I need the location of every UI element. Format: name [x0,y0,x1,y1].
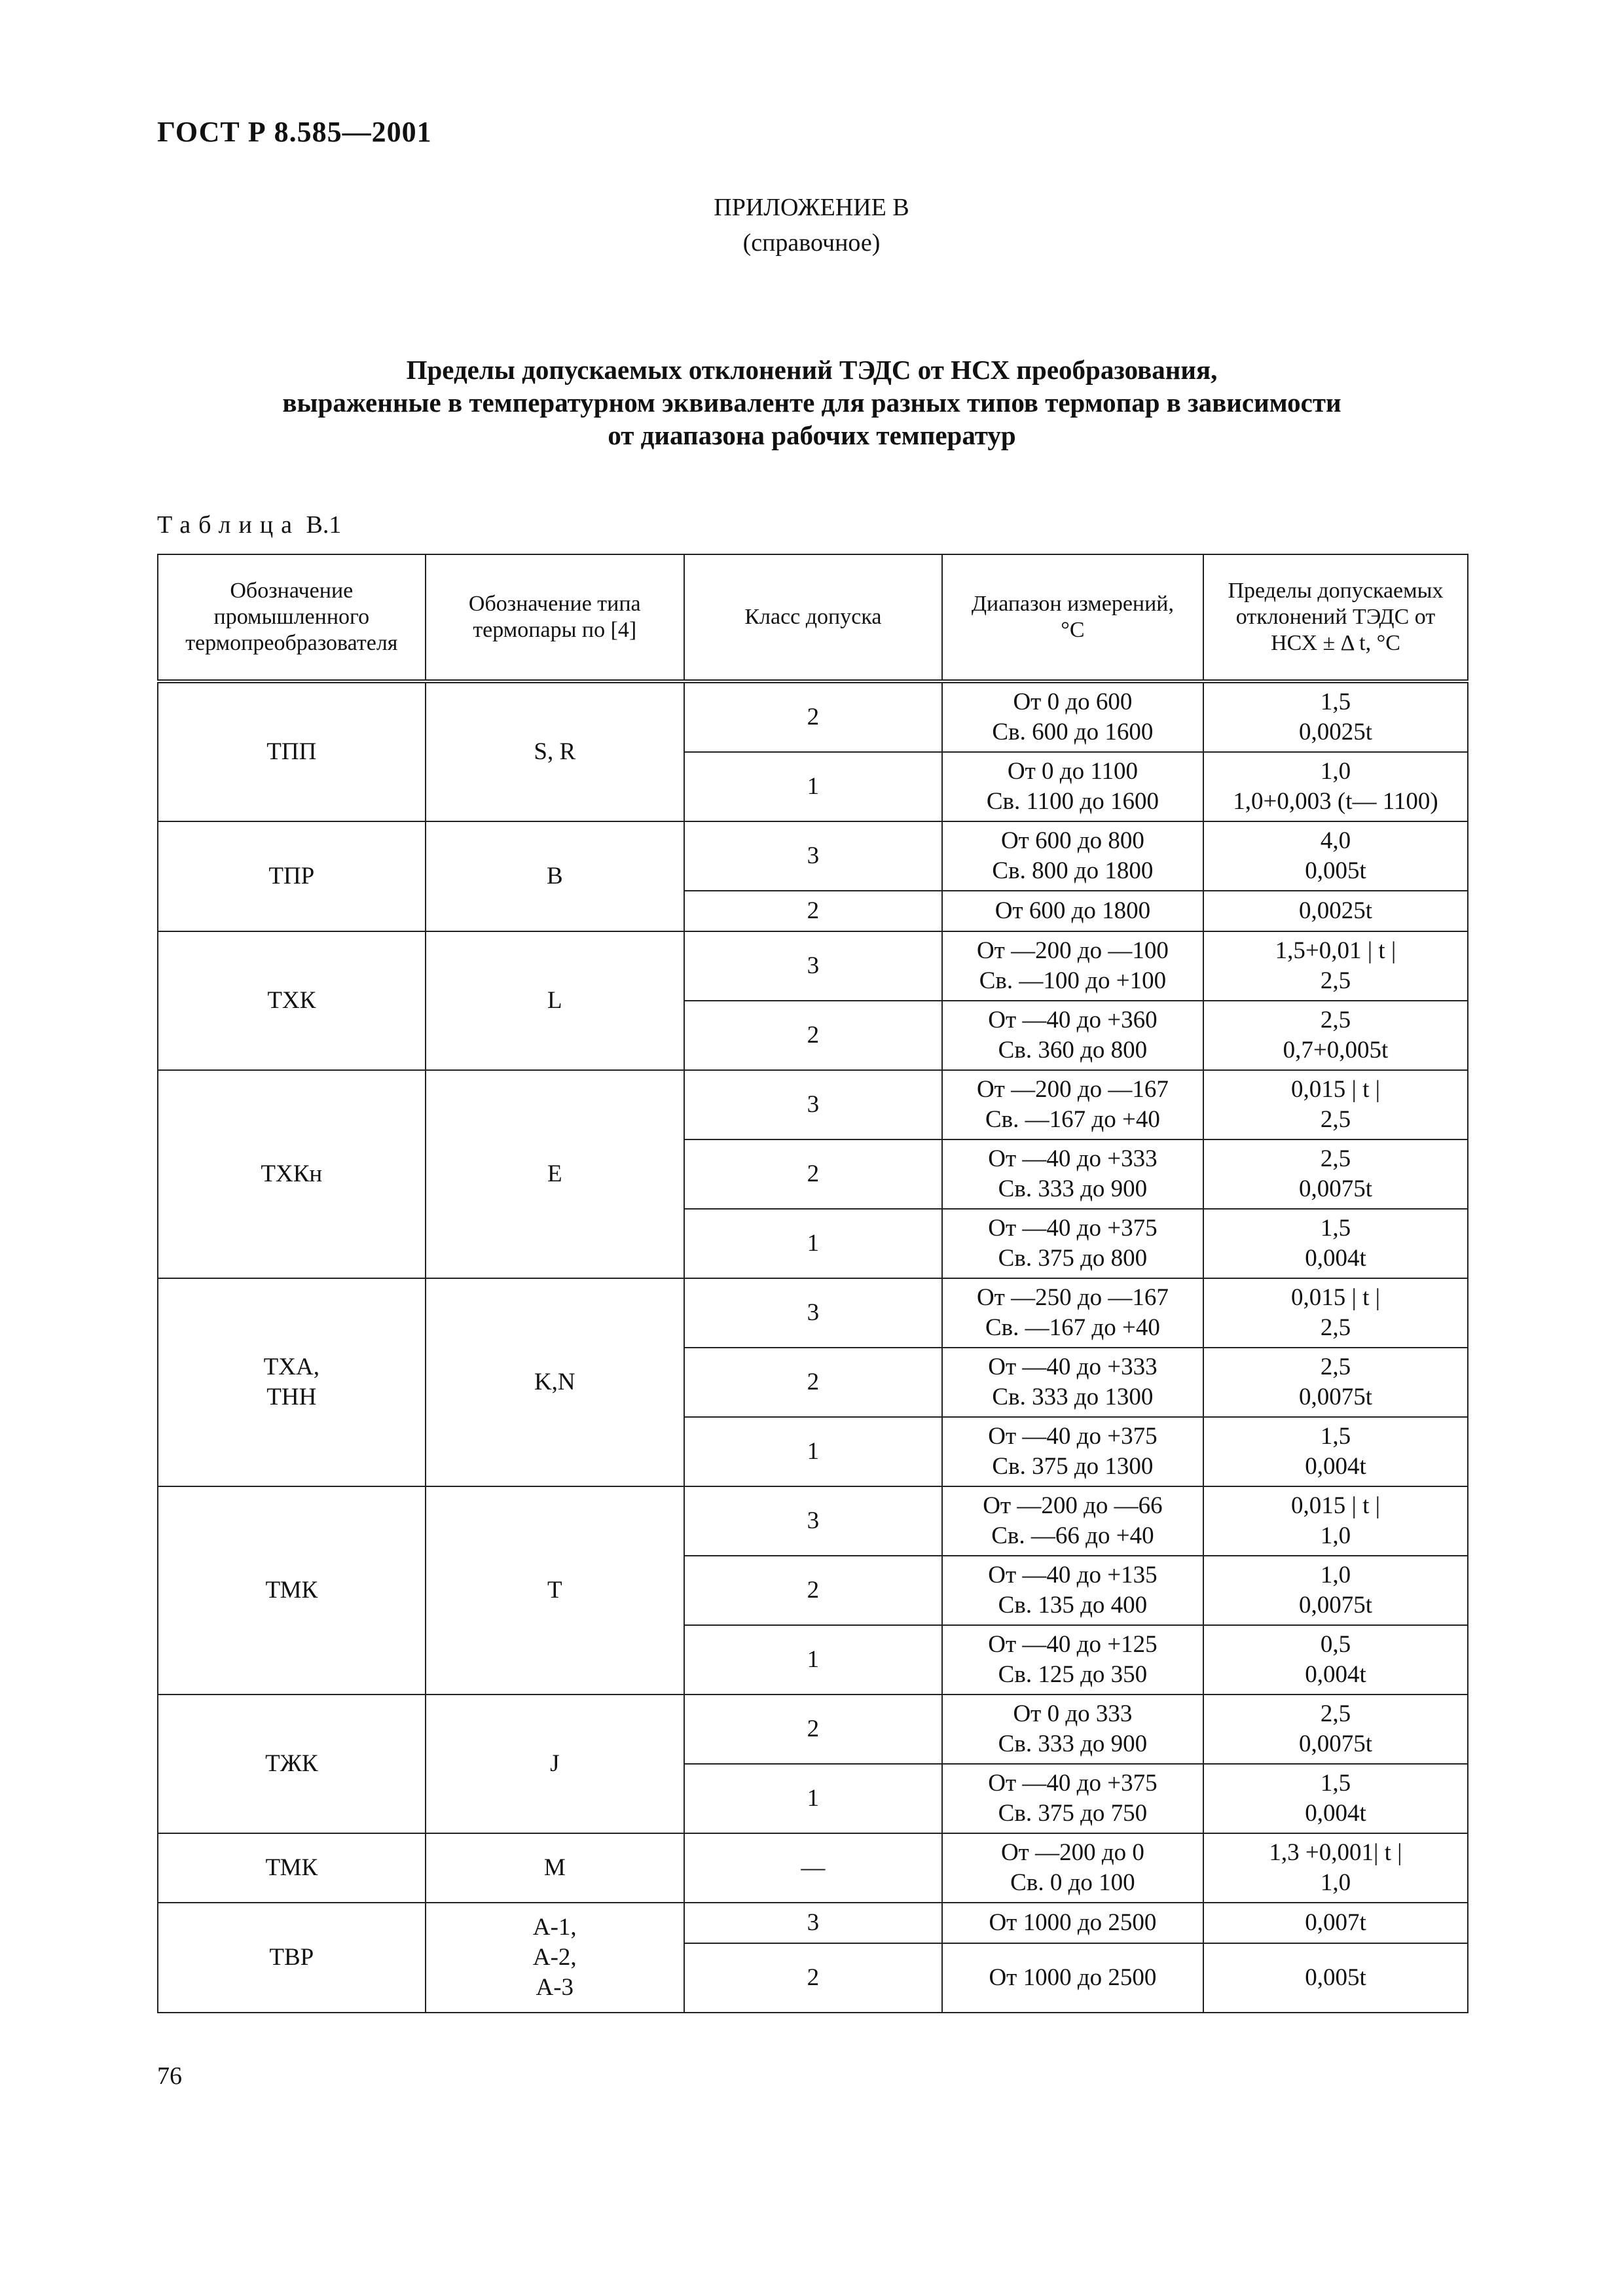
class-cell: 1 [684,1764,942,1833]
limit-cell-line: 1,3 +0,001| t | [1269,1839,1402,1866]
table-caption-number: В.1 [306,511,342,539]
range-cell-line: Св. 375 до 1300 [992,1453,1154,1480]
class-cell: — [684,1833,942,1903]
range-cell [942,1625,1203,1695]
type-cell [426,931,684,1070]
header-line: НСХ ± Δ t, °С [1271,631,1400,655]
limit-cell [1203,931,1468,1001]
header-thermocouple-type [426,554,684,681]
header-line: термопары по [4] [473,618,637,642]
type-cell-line: A-2, [532,1944,577,1971]
limit-cell-line: 0,0075t [1298,1731,1372,1757]
class-cell: 3 [684,1486,942,1556]
designation-cell-line: ТХКн [261,1160,323,1187]
table-row [158,1486,1468,1556]
table-caption [157,511,341,539]
header-line: °С [1061,618,1085,642]
limit-cell-line: 0,004t [1305,1245,1366,1272]
limit-cell [1203,821,1468,891]
class-cell: 2 [684,1139,942,1209]
limit-cell [1203,1348,1468,1417]
limit-cell-line: 0,0075t [1298,1592,1372,1619]
table-row [158,1833,1468,1903]
limit-cell [1203,891,1468,931]
class-cell: 2 [684,681,942,752]
range-cell-line: От —40 до +125 [988,1631,1158,1658]
range-cell-line: Св. 333 до 900 [998,1175,1148,1202]
type-cell [426,1833,684,1903]
designation-cell [158,931,426,1070]
appendix-header [0,190,1623,260]
type-cell-line: A-1, [532,1914,577,1941]
heading-line: от диапазона рабочих температур [608,420,1016,450]
type-cell [426,1070,684,1278]
type-cell-line: K,N [534,1369,575,1395]
limit-cell [1203,1903,1468,1943]
range-cell [942,1417,1203,1486]
limit-cell-line: 1,5 [1320,689,1351,715]
designation-cell [158,1903,426,2013]
range-cell-line: Св. 600 до 1600 [992,719,1154,745]
header-line: Обозначение [230,579,354,603]
class-cell: 3 [684,931,942,1001]
range-cell-line: От —40 до +375 [988,1770,1158,1797]
limit-cell-line: 2,5 [1320,1354,1351,1380]
limit-cell-line: 2,5 [1320,1314,1351,1341]
limit-cell-line: 0,015 | t | [1290,1076,1381,1103]
header-tolerance-class [684,554,942,681]
class-cell: 2 [684,1556,942,1625]
designation-cell-line: ТМК [265,1577,318,1604]
range-cell-line: От 0 до 1100 [1007,758,1138,785]
header-line: Пределы допускаемых [1228,579,1444,603]
designation-cell-line: ТХК [267,987,316,1014]
range-cell [942,1070,1203,1139]
range-cell-line: Св. 360 до 800 [998,1037,1148,1064]
limit-cell [1203,1209,1468,1278]
heading-line: Пределы допускаемых отклонений ТЭДС от НСХ преобразования, [406,355,1218,385]
header-line: промышленного [213,605,370,629]
header-line: отклонений ТЭДС от [1235,605,1436,629]
class-cell: 3 [684,1070,942,1139]
range-cell [942,1764,1203,1833]
table-row [158,1070,1468,1139]
designation-cell-line: ТМК [265,1854,318,1881]
range-cell [942,1348,1203,1417]
designation-cell [158,821,426,931]
designation-cell [158,1070,426,1278]
class-cell: 1 [684,1625,942,1695]
appendix-subtitle: (справочное) [742,229,881,257]
limit-cell-line: 0,7+0,005t [1283,1037,1389,1064]
tolerance-table [157,554,1468,2013]
limit-cell-line: 1,0 [1320,1522,1351,1549]
range-cell [942,1943,1203,2013]
designation-cell-line: ТПП [266,738,317,765]
range-cell-line: Св. 800 до 1800 [992,857,1154,884]
limit-cell [1203,752,1468,821]
range-cell [942,1278,1203,1348]
designation-cell [158,1833,426,1903]
limit-cell-line: 1,5 [1320,1770,1351,1797]
range-cell-line: От —200 до —66 [983,1492,1163,1519]
designation-cell-line: ТЖК [265,1750,318,1777]
range-cell [942,1209,1203,1278]
class-cell: 2 [684,1943,942,2013]
range-cell-line: Св. 0 до 100 [1010,1869,1135,1896]
limit-cell-line: 1,5 [1320,1423,1351,1450]
range-cell-line: Св. 1100 до 1600 [986,788,1159,815]
class-cell: 2 [684,1348,942,1417]
limit-cell [1203,1833,1468,1903]
range-cell [942,1833,1203,1903]
header-tolerance-limits [1203,554,1468,681]
type-cell-line: M [543,1854,566,1881]
limit-cell [1203,1695,1468,1764]
limit-cell-line: 1,0 [1320,1869,1351,1896]
range-cell-line: От —40 до +333 [988,1354,1158,1380]
limit-cell [1203,1764,1468,1833]
type-cell-line: A-3 [536,1974,574,2001]
appendix-title: ПРИЛОЖЕНИЕ В [714,194,909,221]
designation-cell-line: ТПР [268,863,315,889]
range-cell-line: Св. —66 до +40 [991,1522,1154,1549]
range-cell-line: Св. —167 до +40 [985,1106,1160,1133]
limit-cell [1203,1417,1468,1486]
range-cell [942,681,1203,752]
limit-cell-line: 1,0+0,003 (t— 1100) [1233,788,1438,815]
range-cell-line: От —40 до +375 [988,1215,1158,1242]
limit-cell-line: 0,015 | t | [1290,1284,1381,1311]
range-cell-line: От —40 до +375 [988,1423,1158,1450]
limit-cell-line: 1,0 [1320,758,1351,785]
limit-cell-line: 0,005t [1305,857,1366,884]
range-cell-line: От —200 до —100 [976,937,1169,964]
table-header-row [158,554,1468,681]
limit-cell [1203,1556,1468,1625]
table-row [158,931,1468,1001]
limit-cell-line: 4,0 [1320,827,1351,854]
limit-cell-line: 2,5 [1320,1145,1351,1172]
range-cell-line: Св. 375 до 800 [998,1245,1148,1272]
type-cell [426,1903,684,2013]
heading-line: выраженные в температурном эквиваленте для разных типов термопар в зависимости [282,387,1341,418]
limit-cell-line: 0,0025t [1298,897,1372,924]
range-cell-line: Св. —100 до +100 [979,967,1167,994]
document-code: ГОСТ Р 8.585—2001 [157,116,432,148]
limit-cell [1203,1943,1468,2013]
limit-cell [1203,1625,1468,1695]
range-cell-line: От —250 до —167 [976,1284,1169,1311]
range-cell-line: От —200 до 0 [1000,1839,1144,1866]
limit-cell-line: 2,5 [1320,1007,1351,1033]
range-cell-line: От 1000 до 2500 [989,1909,1157,1936]
header-line: Диапазон измерений, [971,592,1174,616]
type-cell-line: E [547,1160,562,1187]
range-cell-line: От —40 до +135 [988,1562,1158,1588]
limit-cell-line: 0,0075t [1298,1384,1372,1410]
class-cell: 2 [684,1695,942,1764]
range-cell-line: Св. 333 до 1300 [992,1384,1154,1410]
class-cell: 1 [684,1209,942,1278]
table-row [158,821,1468,891]
designation-cell [158,1695,426,1833]
range-cell-line: От 0 до 600 [1013,689,1133,715]
range-cell [942,1001,1203,1070]
designation-cell-line: ТХА, [263,1354,319,1380]
limit-cell [1203,1486,1468,1556]
header-measurement-range [942,554,1203,681]
limit-cell-line: 2,5 [1320,1700,1351,1727]
limit-cell-line: 0,0025t [1298,719,1372,745]
range-cell [942,931,1203,1001]
table-row [158,1695,1468,1764]
limit-cell [1203,1139,1468,1209]
table-row [158,1278,1468,1348]
type-cell [426,1278,684,1486]
designation-cell [158,1278,426,1486]
limit-cell [1203,1278,1468,1348]
type-cell-line: B [546,863,563,889]
limit-cell-line: 1,5+0,01 | t | [1275,937,1396,964]
type-cell [426,681,684,821]
limit-cell-line: 0,007t [1305,1909,1366,1936]
type-cell [426,1695,684,1833]
limit-cell-line: 0,015 | t | [1290,1492,1381,1519]
range-cell-line: Св. —167 до +40 [985,1314,1160,1341]
limit-cell-line: 0,004t [1305,1661,1366,1688]
class-cell: 1 [684,752,942,821]
range-cell-line: От 600 до 1800 [994,897,1151,924]
limit-cell-line: 0,0075t [1298,1175,1372,1202]
range-cell [942,1903,1203,1943]
range-cell-line: От —200 до —167 [976,1076,1169,1103]
limit-cell [1203,1070,1468,1139]
range-cell-line: От 1000 до 2500 [989,1964,1157,1991]
limit-cell-line: 2,5 [1320,967,1351,994]
limit-cell [1203,1001,1468,1070]
section-heading [157,353,1467,452]
header-line: термопреобразователя [185,631,398,655]
range-cell-line: От 0 до 333 [1013,1700,1133,1727]
limit-cell-line: 0,5 [1320,1631,1351,1658]
range-cell-line: Св. 375 до 750 [998,1800,1148,1827]
table-row [158,681,1468,752]
type-cell [426,1486,684,1695]
type-cell-line: J [550,1750,560,1777]
designation-cell [158,681,426,821]
designation-cell-line: ТНН [266,1384,317,1410]
class-cell: 3 [684,821,942,891]
designation-cell-line: ТВР [269,1944,314,1971]
range-cell [942,1139,1203,1209]
table-caption-label: Таблица [157,511,301,539]
designation-cell [158,1486,426,1695]
limit-cell-line: 2,5 [1320,1106,1351,1133]
limit-cell-line: 1,5 [1320,1215,1351,1242]
limit-cell [1203,681,1468,752]
range-cell [942,752,1203,821]
range-cell [942,1695,1203,1764]
range-cell-line: От —40 до +333 [988,1145,1158,1172]
range-cell [942,1556,1203,1625]
limit-cell-line: 0,004t [1305,1453,1366,1480]
range-cell [942,821,1203,891]
table-row [158,1903,1468,1943]
class-cell: 1 [684,1417,942,1486]
class-cell: 2 [684,891,942,931]
type-cell-line: L [547,987,562,1014]
header-line: Класс допуска [744,605,882,629]
range-cell-line: Св. 135 до 400 [998,1592,1148,1619]
range-cell-line: Св. 125 до 350 [998,1661,1148,1688]
range-cell-line: От 600 до 800 [1000,827,1144,854]
range-cell-line: От —40 до +360 [988,1007,1158,1033]
header-line: Обозначение типа [468,592,641,616]
page-number: 76 [157,2062,182,2090]
type-cell-line: S, R [534,738,576,765]
limit-cell-line: 0,005t [1305,1964,1366,1991]
type-cell-line: T [547,1577,562,1604]
range-cell [942,1486,1203,1556]
type-cell [426,821,684,931]
table-body [158,681,1468,2013]
class-cell: 2 [684,1001,942,1070]
limit-cell-line: 0,004t [1305,1800,1366,1827]
class-cell: 3 [684,1278,942,1348]
range-cell [942,891,1203,931]
limit-cell-line: 1,0 [1320,1562,1351,1588]
range-cell-line: Св. 333 до 900 [998,1731,1148,1757]
header-designation [158,554,426,681]
class-cell: 3 [684,1903,942,1943]
